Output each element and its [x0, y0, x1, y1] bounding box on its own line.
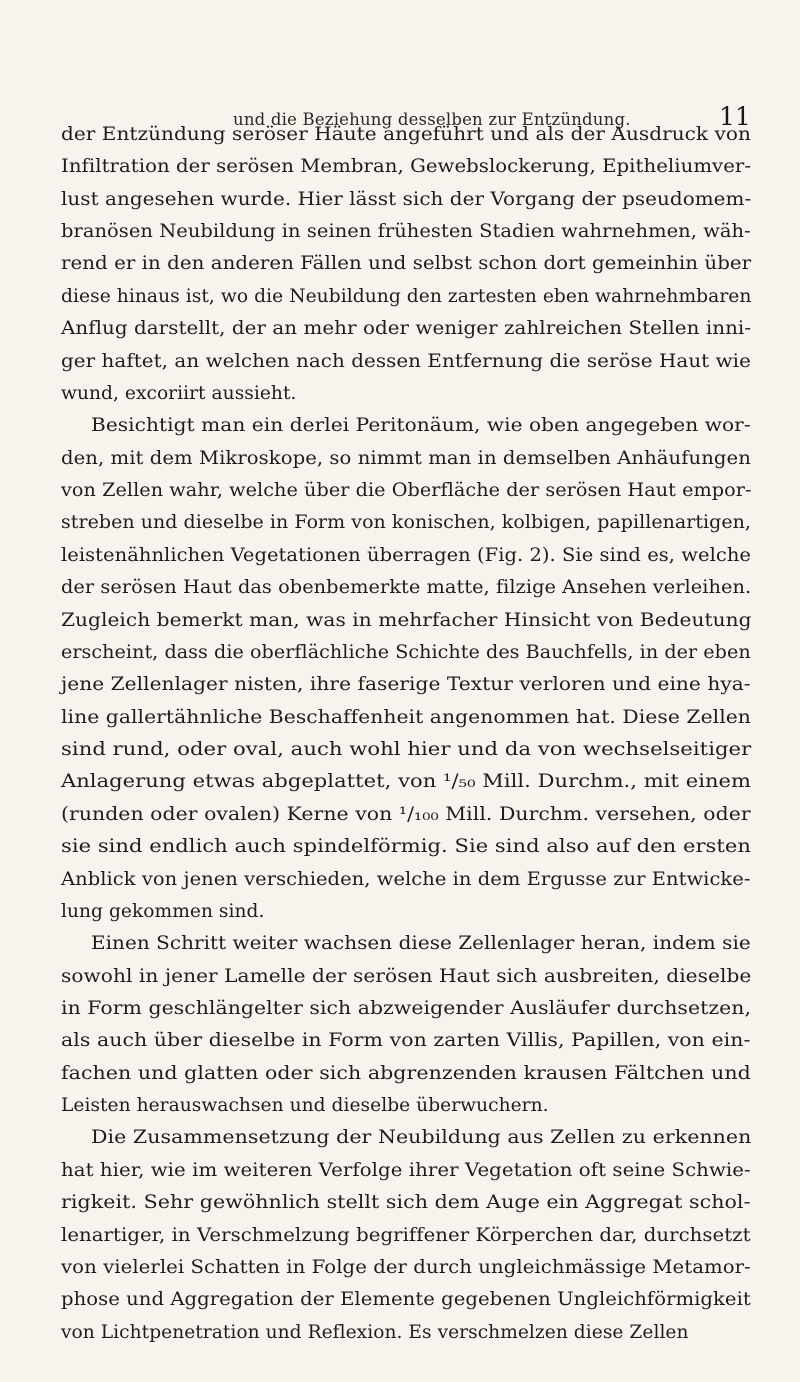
body-text	[61, 126, 751, 1356]
paragraph-first-line: Besichtigt man ein derlei Peritonäum, wie oben angegeben wor-	[91, 415, 751, 437]
text-line: streben und dieselbe in Form von konischen, kolbigen, papillenartigen,	[61, 512, 752, 534]
text-line: von Lichtpenetration und Reflexion. Es verschmelzen diese Zellen	[61, 1321, 689, 1343]
text-line: rigkeit. Sehr gewöhnlich stellt sich dem Auge ein Aggregat schol-	[61, 1192, 751, 1214]
text-line: Anlagerung etwas abgeplattet, von ¹/₅₀ Mill. Durchm., mit einem	[61, 771, 752, 793]
text-line: von vielerlei Schatten in Folge der durch ungleichmässige Metamor-	[61, 1256, 751, 1278]
text-line: lenartiger, in Verschmelzung begriffener Körperchen dar, durchsetzt	[61, 1224, 751, 1246]
paragraph-first-line: Einen Schritt weiter wachsen diese Zellenlager heran, indem sie	[91, 933, 751, 955]
text-line: von Zellen wahr, welche über die Oberfläche der serösen Haut empor-	[61, 480, 752, 502]
page-number: 11	[719, 102, 751, 131]
paragraph-first-line: Die Zusammensetzung der Neubildung aus Zellen zu erkennen	[91, 1127, 752, 1149]
text-line: Leisten herauswachsen und dieselbe überwuchern.	[61, 1095, 549, 1117]
text-line: erscheint, dass die oberflächliche Schichte des Bauchfells, in der eben	[61, 641, 751, 663]
text-line: den, mit dem Mikroskope, so nimmt man in demselben Anhäufungen	[61, 447, 751, 469]
text-line: hat hier, wie im weiteren Verfolge ihrer Vegetation oft seine Schwie-	[61, 1159, 751, 1181]
text-line: der serösen Haut das obenbemerkte matte, filzige Ansehen verleihen.	[61, 577, 752, 599]
text-line: sie sind endlich auch spindelförmig. Sie sind also auf den ersten	[61, 836, 751, 858]
text-line: phose und Aggregation der Elemente gegebenen Ungleichförmigkeit	[61, 1289, 751, 1311]
text-line: Infiltration der serösen Membran, Gewebslockerung, Epitheliumver-	[61, 156, 752, 178]
text-line: diese hinaus ist, wo die Neubildung den zartesten eben wahrnehmbaren	[61, 285, 752, 307]
text-line: lust angesehen wurde. Hier lässt sich der Vorgang der pseudomem-	[61, 188, 752, 210]
text-line: Anflug darstellt, der an mehr oder weniger zahlreichen Stellen inni-	[61, 318, 752, 340]
text-line: als auch über dieselbe in Form von zarten Villis, Papillen, von ein-	[61, 1030, 751, 1052]
text-line: line gallertähnliche Beschaffenheit angenommen hat. Diese Zellen	[61, 706, 751, 728]
text-line: wund, excoriirt aussieht.	[61, 382, 297, 404]
text-line: jene Zellenlager nisten, ihre faserige Textur verloren und eine hya-	[61, 674, 751, 696]
text-line: branösen Neubildung in seinen frühesten Stadien wahrnehmen, wäh-	[61, 221, 751, 243]
text-line: ger haftet, an welchen nach dessen Entfernung die seröse Haut wie	[61, 350, 751, 372]
text-line: in Form geschlängelter sich abzweigender Ausläufer durchsetzen,	[61, 997, 751, 1019]
text-line: Anblick von jenen verschieden, welche in dem Ergusse zur Entwicke-	[61, 868, 751, 890]
text-line: fachen und glatten oder sich abgrenzenden krausen Fältchen und	[61, 1062, 751, 1084]
text-line: sind rund, oder oval, auch wohl hier und da von wechselseitiger	[61, 739, 752, 761]
text-line: (runden oder ovalen) Kerne von ¹/₁₀₀ Mill. Durchm. versehen, oder	[61, 803, 751, 825]
text-line: der Entzündung seröser Häute angeführt und als der Ausdruck von	[61, 124, 751, 145]
running-head: und die Beziehung desselben zur Entzündung.	[233, 110, 631, 129]
text-line: sowohl in jener Lamelle der serösen Haut sich ausbreiten, dieselbe	[61, 965, 752, 987]
text-line: leistenähnlichen Vegetationen überragen (Fig. 2). Sie sind es, welche	[61, 544, 751, 566]
text-line: rend er in den anderen Fällen und selbst schon dort gemeinhin über	[61, 253, 752, 275]
text-line: Zugleich bemerkt man, was in mehrfacher Hinsicht von Bedeutung	[61, 609, 752, 631]
text-line: lung gekommen sind.	[61, 900, 265, 922]
